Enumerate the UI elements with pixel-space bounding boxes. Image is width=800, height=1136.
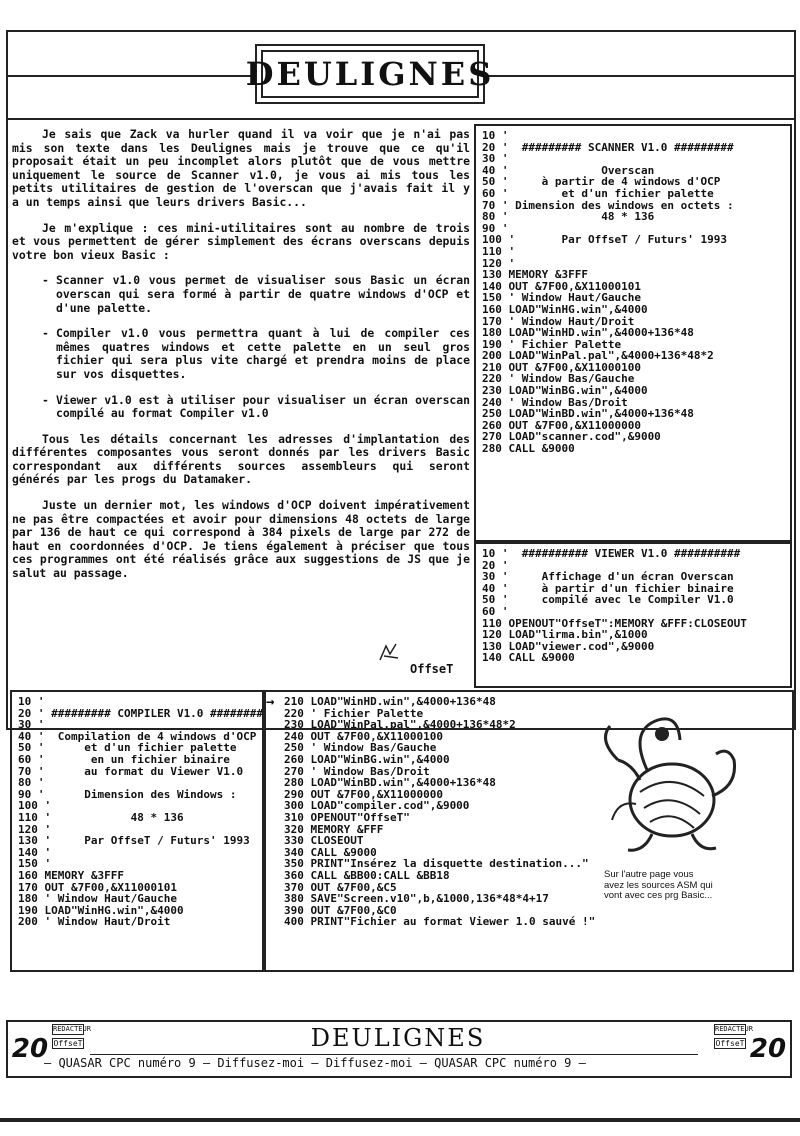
article-paragraph: Je sais que Zack va hurler quand il va voir que je n'ai pas mis son texte dans les Deulignes mais je trouve que ce qu'il proposait était un peu incomplet alors plutôt que de vous mettre uniquement le source de Scanner v1.0, je vous ai mis tous les petits utilitaires de gestion de l'overscan que j'avais fait il y a un temps ainsi que leurs drivers Basic... [12,127,470,209]
compiler-listing-part2: 210 LOAD"WinHD.win",&4000+136*48 220 ' Fichier Palette 230 LOAD"WinPal.pal",&4000+136*48*2 240 OUT &7F00,&X11000100 250 ' Window Bas/Gauche 260 LOAD"WinBG.win",&4000 270 ' Window Bas/Droit 280 LOAD"WinBD.win",&4000+136*48 290 OUT &7F00,&X11000000 300 LOAD"compiler.cod",&9000 310 OPENOUT"OffseT" 320 MEMORY &FFF 330 CLOSEOUT 340 CALL &9000 350 PRINT"Insérez la disquette destination..." 360 CALL &BB00:CALL &BB18 370 OUT &7F00,&C5 380 SAVE"Screen.v10",b,&1000,136*48*4+17 390 OUT &7F00,&C0 400 PRINT"Fichier au format Viewer 1.0 sauvé !" [284,695,596,929]
bottom-rule [0,1118,800,1122]
article-paragraph: Tous les détails concernant les adresses d'implantation des différentes composantes vous seront donnés par les drivers Basic correspondant aux différents sources assembleurs qui seront générés par les progs du Datamaker. [12,431,470,487]
cartoon-creature-illustration [588,700,748,860]
feature-list [12,274,470,420]
footer-title: DEULIGNES [310,1024,486,1052]
redactor-name-right: OffseT [715,1039,745,1048]
compiler-listing-box [10,690,264,972]
redactor-name-left: OffseT [53,1039,83,1048]
footer-strip: — QUASAR CPC numéro 9 — Diffusez-moi — Diffusez-moi — QUASAR CPC numéro 9 — [44,1056,586,1070]
page-footer [6,1020,792,1078]
page-title: DEULIGNES [261,50,479,98]
article-body [12,128,470,688]
scanner-listing: 10 ' 20 ' ######### SCANNER V1.0 ######### 30 ' 40 ' Overscan 50 ' à partir de 4 windows d'OCP 60 ' et d'un fichier palette 70 ' Dimension des windows en octets : 80 ' 48 * 136 90 ' 100 ' Par OffseT / Futurs' 1993 110 ' 120 ' 130 MEMORY &3FFF 140 OUT &7F00,&X11000101 150 ' Window Haut/Gauche 160 LOAD"WinHG.win",&4000 170 ' Window Haut/Droit 180 LOAD"WinHD.win",&4000+136*48 190 ' Fichier Palette 200 LOAD"WinPal.pal",&4000+136*48*2 210 OUT &7F00,&X11000100 220 ' Window Bas/Gauche 230 LOAD"WinBG.win",&4000 240 ' Window Bas/Droit 250 LOAD"WinBD.win",&4000+136*48 260 OUT &7F00,&X11000000 270 LOAD"scanner.cod",&9000 280 CALL &9000 [482,129,734,456]
list-item: - Compiler v1.0 vous permettra quant à lui de compiler ces mêmes quatres windows et cette palette en un seul gros fichier qui sera plus vite chargé et prendra moins de place sur vos disquettes. [12,327,470,381]
signature-doodle-icon [376,642,406,664]
article-paragraph: Juste un dernier mot, les windows d'OCP doivent impérativement ne pas être compactées et avoir pour dimensions 48 octets de large par 136 de haut ce qui correspond à 384 pixels de large par 272 de haut en coordonnées d'OCP. Je tiens également à préciser que tous ces programmes ont été réalisés grâce aux suggestions de JS que je salut au passage. [12,498,470,581]
list-item: - Scanner v1.0 vous permet de visualiser sous Basic un écran overscan qui sera formé à partir de quatre windows d'OCP et d'une palette. [12,274,470,315]
viewer-listing: 10 ' ########## VIEWER V1.0 ########## 20 ' 30 ' Affichage d'un écran Overscan 40 ' à partir d'un fichier binaire 50 ' compilé avec le Compiler V1.0 60 ' 110 OPENOUT"OffseT":MEMORY &FFF:CLOSEOUT 120 LOAD"lirma.bin",&1000 130 LOAD"viewer.cod",&9000 140 CALL &9000 [482,547,747,665]
continuation-arrow-icon: → [266,694,275,710]
article-paragraph: Je m'explique : ces mini-utilitaires sont au nombre de trois et vous permettent de gérer simplement des écrans overscans depuis votre bon vieux Basic : [12,220,470,262]
signature [376,642,466,682]
page-number-left: 20 [11,1034,49,1064]
scanner-listing-box [474,124,792,542]
viewer-listing-box [474,542,792,688]
list-item: - Viewer v1.0 est à utiliser pour visualiser un écran overscan compilé au format Compiler v1.0 [12,394,470,421]
signature-text: OffseT [410,662,454,676]
footer-rule [90,1054,698,1055]
title-separator [6,118,796,120]
sidenote: Sur l'autre page vous avez les sources ASM qui vont avec ces prg Basic... [604,869,713,901]
title-box [245,44,495,104]
redactor-label-right: REDACTEUR [715,1025,753,1033]
page-number-right: 20 [749,1034,787,1064]
redactor-label-left: REDACTEUR [53,1025,91,1033]
compiler-listing-part1: 10 ' 20 ' ######### COMPILER V1.0 ######## 30 ' 40 ' Compilation de 4 windows d'OCP 50 ' et d'un fichier palette 60 ' en un fichier binaire 70 ' au format du Viewer V1.0 80 ' 90 ' Dimension des Windows : 100 ' 110 ' 48 * 136 120 ' 130 ' Par OffseT / Futurs' 1993 140 ' 150 ' 160 MEMORY &3FFF 170 OUT &7F00,&X11000101 180 ' Window Haut/Gauche 190 LOAD"WinHG.win",&4000 200 ' Window Haut/Droit [18,695,264,929]
